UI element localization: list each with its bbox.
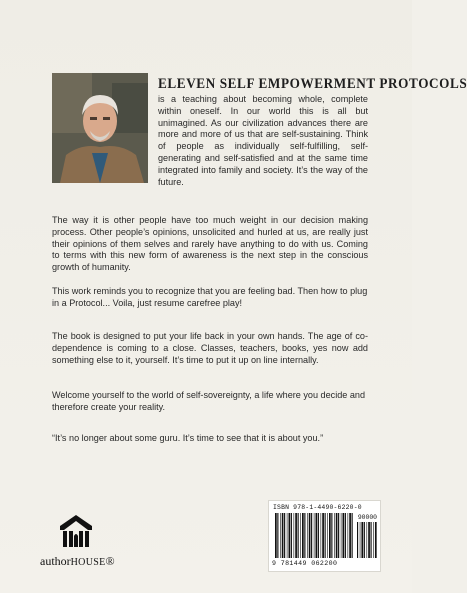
author-portrait-image xyxy=(52,73,148,183)
intro-paragraph: is a teaching about becoming whole, complete within oneself. In our world this is all but unimagined. As our civilization advances there are more and more of us that are self-sustaining. Think of people as individually self-fulfilling, self-generating and self-satisfied and at the same time integrated into family and society. It’s the way of the future. xyxy=(158,94,368,187)
body-paragraph: Welcome yourself to the world of self-sovereignty, a life where you decide and therefore create your reality. xyxy=(52,390,366,412)
book-title: ELEVEN SELF EMPOWERMENT PROTOCOLS xyxy=(158,74,467,92)
author-photo xyxy=(52,73,148,183)
isbn-label: ISBN 978-1-4490-6220-0 xyxy=(273,504,362,511)
closing-quote: “It’s no longer about some guru. It’s time to see that it is about you.” xyxy=(52,433,324,443)
body-paragraph: This work reminds you to recognize that you are feeling bad. Then how to plug in a Protocol... Voila, just resume carefree play! xyxy=(52,286,368,308)
price-code: 90000 xyxy=(357,514,377,521)
publisher-name: authorHOUSE® xyxy=(40,554,115,568)
publisher-logo xyxy=(40,512,130,572)
body-paragraph: The way it is other people have too much weight in our decision making process. Other people’s opinions, unsolicited and hurled at us, are really just their opinions of them selves and rarely have anything to do with us. Coming to terms with this new form of awareness is the next step in the conscious growth of humanity. xyxy=(52,215,368,273)
barcode-bars xyxy=(275,513,353,558)
barcode-addon-bars xyxy=(357,522,377,558)
authorhouse-logo-icon xyxy=(57,512,95,550)
body-paragraph: The book is designed to put your life back in your own hands. The age of co-dependence is coming to a close. Classes, teachers, books, yes now add something else to it, yourself. It’s time to put it up on line internally. xyxy=(52,331,368,365)
isbn-barcode xyxy=(268,500,381,572)
barcode-digits: 9 781449 062200 xyxy=(272,560,338,567)
